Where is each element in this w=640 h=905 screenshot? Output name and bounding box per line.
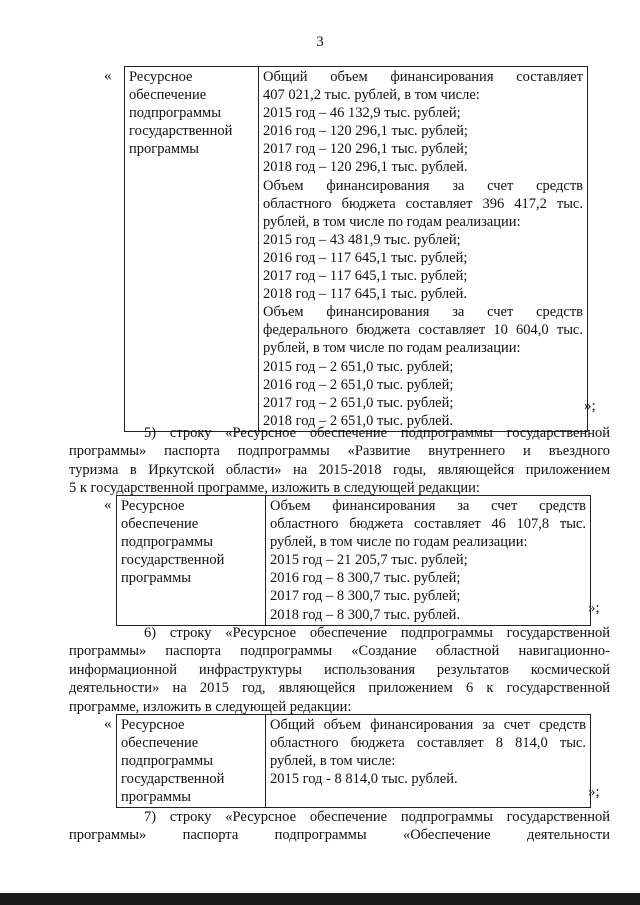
paragraph-line: программы» паспорта подпрограммы «Создание областной навигационно- xyxy=(69,643,610,659)
value-line: 2018 год – 2 651,0 тыс. рублей. xyxy=(263,412,454,429)
paragraph-6 xyxy=(100,624,610,643)
value-line: 2016 год – 2 651,0 тыс. рублей; xyxy=(263,376,454,393)
value-line: 2018 год – 117 645,1 тыс. рублей. xyxy=(263,286,467,303)
label-line: государственной xyxy=(121,771,225,788)
paragraph-6-cont xyxy=(69,642,610,716)
table-value-cell xyxy=(266,715,591,808)
value-line: 407 021,2 тыс. рублей, в том числе: xyxy=(263,87,480,104)
value-line: федерального бюджета составляет 10 604,0 тыс. xyxy=(263,322,583,339)
paragraph-line: программы» паспорта подпрограммы «Обеспечение деятельности xyxy=(69,827,610,843)
value-line: 2018 год – 120 296,1 тыс. рублей. xyxy=(263,159,468,176)
table-value-cell xyxy=(266,496,591,626)
value-line: 2015 год – 46 132,9 тыс. рублей; xyxy=(263,105,461,122)
value-line: областного бюджета составляет 46 107,8 тыс. xyxy=(270,516,586,533)
value-line: областного бюджета составляет 8 814,0 тыс. xyxy=(270,735,586,752)
open-quote: « xyxy=(104,68,112,84)
paragraph-line: 7) строку «Ресурсное обеспечение подпрограммы государственной xyxy=(144,809,610,825)
open-quote: « xyxy=(104,716,112,732)
value-line: 2016 год – 117 645,1 тыс. рублей; xyxy=(263,249,468,266)
label-line: Ресурсное xyxy=(121,717,185,733)
paragraph-line: программы» паспорта подпрограммы «Развитие внутреннего и въездного xyxy=(69,443,610,459)
paragraph-line: туризма в Иркутской области» на 2015-2018 годы, являющейся приложением xyxy=(69,461,610,478)
value-line: 2015 год – 43 481,9 тыс. рублей; xyxy=(263,231,461,248)
close-quote: »; xyxy=(588,784,600,800)
value-line: 2017 год – 2 651,0 тыс. рублей; xyxy=(263,394,454,411)
paragraph-5-cont xyxy=(69,442,610,498)
label-line: подпрограммы xyxy=(121,753,213,770)
value-line: 2015 год - 8 814,0 тыс. рублей. xyxy=(270,771,458,788)
value-line: Объем финансирования за счет средств xyxy=(270,498,586,514)
label-line: обеспечение xyxy=(129,87,207,104)
label-line: программы xyxy=(129,141,199,158)
value-line: 2017 год – 8 300,7 тыс. рублей; xyxy=(270,588,461,605)
resource-table-2 xyxy=(116,495,591,626)
label-line: программы xyxy=(121,789,191,806)
paragraph-line: 5) строку «Ресурсное обеспечение подпрограммы государственной xyxy=(144,425,610,441)
value-line: 2017 год – 117 645,1 тыс. рублей; xyxy=(263,268,468,285)
value-line: Общий объем финансирования составляет xyxy=(263,69,583,85)
paragraph-7-cont xyxy=(69,826,610,845)
label-line: программы xyxy=(121,570,191,587)
value-line: Объем финансирования за счет средств xyxy=(263,304,583,321)
value-line: 2015 год – 2 651,0 тыс. рублей; xyxy=(263,358,454,375)
value-line: 2018 год – 8 300,7 тыс. рублей. xyxy=(270,606,461,623)
value-line: 2016 год – 8 300,7 тыс. рублей; xyxy=(270,570,461,587)
close-quote: »; xyxy=(584,398,596,414)
label-line: обеспечение xyxy=(121,735,199,752)
paragraph-line: деятельности» на 2015 год, являющейся приложением 6 к государственной xyxy=(69,680,610,696)
label-line: подпрограммы xyxy=(129,105,221,122)
paragraph-line: информационной инфраструктуры использования результатов космической xyxy=(69,661,610,678)
value-line: рублей, в том числе по годам реализации: xyxy=(263,340,521,357)
table-label-cell xyxy=(117,715,266,808)
paragraph-line: 6) строку «Ресурсное обеспечение подпрограммы государственной xyxy=(144,625,610,641)
value-line: Объем финансирования за счет средств xyxy=(263,177,583,194)
value-line: 2016 год – 120 296,1 тыс. рублей; xyxy=(263,123,468,140)
label-line: Ресурсное xyxy=(129,69,193,85)
value-line: Общий объем финансирования за счет средств xyxy=(270,717,586,733)
value-line: рублей, в том числе по годам реализации: xyxy=(270,534,528,551)
page-number: 3 xyxy=(316,34,324,50)
label-line: государственной xyxy=(129,123,233,140)
value-line: рублей, в том числе по годам реализации: xyxy=(263,213,521,230)
table-label-cell xyxy=(125,67,259,432)
scan-edge-bar xyxy=(0,893,640,905)
value-line: 2017 год – 120 296,1 тыс. рублей; xyxy=(263,141,468,158)
paragraph-5 xyxy=(100,424,610,443)
close-quote: »; xyxy=(588,600,600,616)
label-line: обеспечение xyxy=(121,516,199,533)
table-label-cell xyxy=(117,496,266,626)
table-value-cell xyxy=(259,67,588,432)
paragraph-7 xyxy=(100,808,610,827)
label-line: государственной xyxy=(121,552,225,569)
paragraph-line: программе, изложить в следующей редакции: xyxy=(69,698,352,715)
resource-table-1 xyxy=(124,66,588,432)
label-line: подпрограммы xyxy=(121,534,213,551)
resource-table-3 xyxy=(116,714,591,808)
label-line: Ресурсное xyxy=(121,498,185,514)
paragraph-line: 5 к государственной программе, изложить в следующей редакции: xyxy=(69,480,480,496)
value-line: областного бюджета составляет 396 417,2 тыс. xyxy=(263,195,583,212)
open-quote: « xyxy=(104,497,112,513)
value-line: 2015 год – 21 205,7 тыс. рублей; xyxy=(270,552,468,569)
value-line: рублей, в том числе: xyxy=(270,753,396,770)
